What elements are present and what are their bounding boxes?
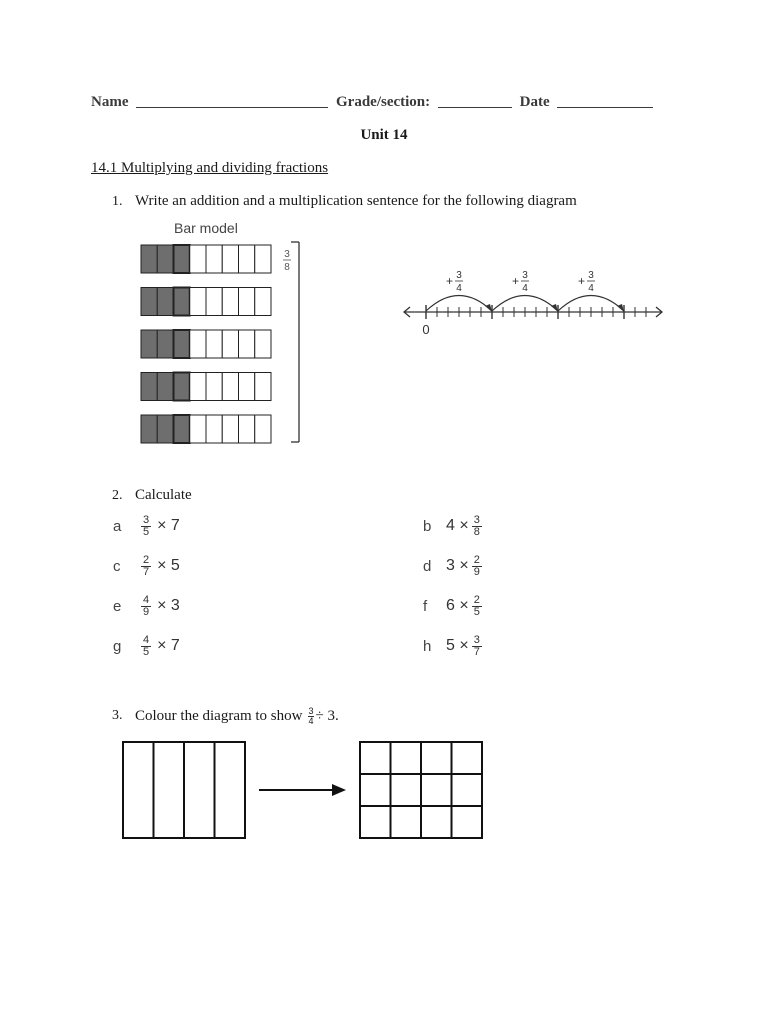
bar-cell-shaded (157, 288, 173, 316)
q3-fraction (308, 707, 313, 726)
calc-expression-c (138, 552, 183, 580)
q3-right-cell (360, 774, 391, 806)
date-field[interactable] (557, 93, 653, 108)
bar-cell-shaded (141, 373, 157, 401)
jump-fraction-den: 4 (588, 283, 594, 294)
calc-letter-f: f (423, 598, 428, 615)
bar-cell (222, 288, 238, 316)
q3-left-rectangle (123, 742, 245, 838)
bar-fraction-num: 3 (284, 249, 290, 260)
q3-right-cell (391, 742, 422, 774)
header-line (91, 93, 657, 111)
bar-cell-shaded (157, 415, 173, 443)
bar-cell (255, 245, 271, 273)
calc-letter-h: h (423, 638, 432, 655)
bar-cell (222, 330, 238, 358)
calc-expression-e (138, 592, 183, 620)
bar-cell (239, 373, 255, 401)
bar-cell (239, 245, 255, 273)
unit-title: Unit 14 (360, 127, 408, 143)
bar-cell (255, 415, 271, 443)
bar-cell (222, 373, 238, 401)
bar-cell-shaded (174, 373, 190, 401)
calc-fraction (472, 555, 482, 578)
number-line-diagram (398, 262, 670, 340)
number-line-ticks (426, 305, 646, 319)
calc-fraction (141, 555, 151, 578)
jump-plus-sign: + (511, 274, 519, 288)
calc-letter-d: d (423, 558, 432, 575)
calc-letter-c: c (113, 558, 121, 575)
q3-right-cell (360, 806, 391, 838)
jump-fraction-den: 4 (522, 283, 528, 294)
date-label: Date (519, 94, 550, 110)
calc-expression-h (446, 632, 485, 660)
calc-fraction (141, 595, 151, 618)
q2-title: Calculate (135, 487, 192, 503)
jump-fraction-num: 3 (588, 270, 594, 281)
calc-letter-e: e (113, 598, 122, 615)
bar-cell-shaded (174, 415, 190, 443)
bar-cell-shaded (141, 415, 157, 443)
bar-model-bracket (291, 242, 299, 442)
bar-cell (255, 373, 271, 401)
calc-lead: 3 × (446, 557, 469, 574)
bar-cell (206, 245, 222, 273)
bar-cell (239, 415, 255, 443)
fraction-denominator: 8 (473, 525, 480, 538)
bar-cell-shaded (157, 245, 173, 273)
number-line-jumps (426, 270, 624, 312)
bar-cell (190, 245, 206, 273)
bar-model-diagram (138, 236, 308, 448)
calc-expression-a (138, 512, 183, 540)
calc-lead: 5 × (446, 637, 469, 654)
bar-cell (239, 330, 255, 358)
bar-cell (239, 288, 255, 316)
calc-lead: 6 × (446, 597, 469, 614)
calc-fraction (472, 635, 482, 658)
bar-cell (190, 373, 206, 401)
fraction-denominator: 7 (143, 565, 150, 578)
calc-fraction (472, 595, 482, 618)
q3-right-cell (391, 774, 422, 806)
section-heading: 14.1 Multiplying and dividing fractions (91, 160, 329, 176)
fraction-numerator: 3 (473, 633, 480, 646)
fraction-denominator: 7 (473, 645, 480, 658)
jump-plus-sign: + (445, 274, 453, 288)
bar-cell (190, 330, 206, 358)
bar-cell (206, 373, 222, 401)
q3-right-cell (391, 806, 422, 838)
fraction-denominator: 5 (143, 645, 150, 658)
calc-letter-a: a (113, 518, 122, 535)
q3-right-cell (421, 806, 452, 838)
q3-text-after: ÷ 3. (315, 707, 339, 724)
jump-fraction-num: 3 (522, 270, 528, 281)
fraction-denominator: 5 (473, 605, 480, 618)
jump-fraction-num: 3 (456, 270, 462, 281)
q3-left-cell (184, 742, 215, 838)
calc-expression-g (138, 632, 183, 660)
fraction-numerator: 2 (473, 553, 480, 566)
fraction-numerator: 3 (473, 513, 480, 526)
q3-left-cell (123, 742, 154, 838)
bar-model-title: Bar model (174, 220, 238, 236)
bar-fraction-den: 8 (284, 262, 290, 273)
q3-number: 3. (112, 708, 123, 723)
bar-cell-shaded (157, 330, 173, 358)
calc-letter-g: g (113, 638, 122, 655)
calc-fraction (141, 515, 151, 538)
bar-cell (206, 330, 222, 358)
q3-right-cell (360, 742, 391, 774)
bar-cell (255, 288, 271, 316)
bar-cell (190, 288, 206, 316)
bar-cell-shaded (157, 373, 173, 401)
q3-right-cell (452, 774, 483, 806)
bar-cell-shaded (141, 288, 157, 316)
calc-operator: × 3 (157, 597, 180, 614)
calc-operator: × 7 (157, 637, 180, 654)
name-label: Name (91, 94, 129, 110)
q3-right-cell (452, 742, 483, 774)
bar-cell (190, 415, 206, 443)
fraction-numerator: 4 (143, 633, 150, 646)
bar-model-bars (141, 245, 271, 443)
fraction-numerator: 2 (143, 553, 150, 566)
bar-cell-shaded (141, 330, 157, 358)
bar-cell-shaded (174, 245, 190, 273)
name-field[interactable] (136, 93, 328, 108)
q3-diagram (118, 738, 490, 842)
calc-operator: × 7 (157, 517, 180, 534)
calc-expression-f (446, 592, 485, 620)
bar-cell (222, 415, 238, 443)
calc-fraction (141, 635, 151, 658)
jump-plus-sign: + (577, 274, 585, 288)
q3-right-rectangle (360, 742, 482, 838)
zero-label: 0 (422, 322, 430, 337)
bar-cell-shaded (174, 330, 190, 358)
fraction-numerator: 2 (473, 593, 480, 606)
fraction-numerator: 3 (143, 513, 150, 526)
calc-lead: 4 × (446, 517, 469, 534)
q3-left-cell (154, 742, 185, 838)
q3-right-cell (421, 774, 452, 806)
calc-expression-b (446, 512, 485, 540)
q3-frac-den: 4 (308, 715, 314, 726)
jump-fraction-den: 4 (456, 283, 462, 294)
q1-text: Write an addition and a multiplication sentence for the following diagram (135, 193, 577, 209)
grade-field[interactable] (438, 93, 512, 108)
bar-cell (222, 245, 238, 273)
bar-cell-shaded (141, 245, 157, 273)
calc-expression-d (446, 552, 485, 580)
fraction-denominator: 9 (143, 605, 150, 618)
bar-cell (206, 288, 222, 316)
q3-text (135, 703, 339, 729)
q3-right-cell (421, 742, 452, 774)
fraction-denominator: 5 (143, 525, 150, 538)
calc-operator: × 5 (157, 557, 180, 574)
calc-letter-b: b (423, 518, 432, 535)
calc-fraction (472, 515, 482, 538)
q3-text-before: Colour the diagram to show (135, 707, 303, 724)
q3-frac-num: 3 (308, 705, 314, 716)
q3-arrow-icon (259, 784, 346, 796)
q3-right-cell (452, 806, 483, 838)
grade-label: Grade/section: (336, 94, 431, 110)
q1-number: 1. (112, 194, 123, 209)
q3-left-cell (215, 742, 246, 838)
fraction-numerator: 4 (143, 593, 150, 606)
bar-cell (255, 330, 271, 358)
bar-cell-shaded (174, 288, 190, 316)
fraction-denominator: 9 (473, 565, 480, 578)
q2-number: 2. (112, 488, 123, 503)
bar-cell (206, 415, 222, 443)
